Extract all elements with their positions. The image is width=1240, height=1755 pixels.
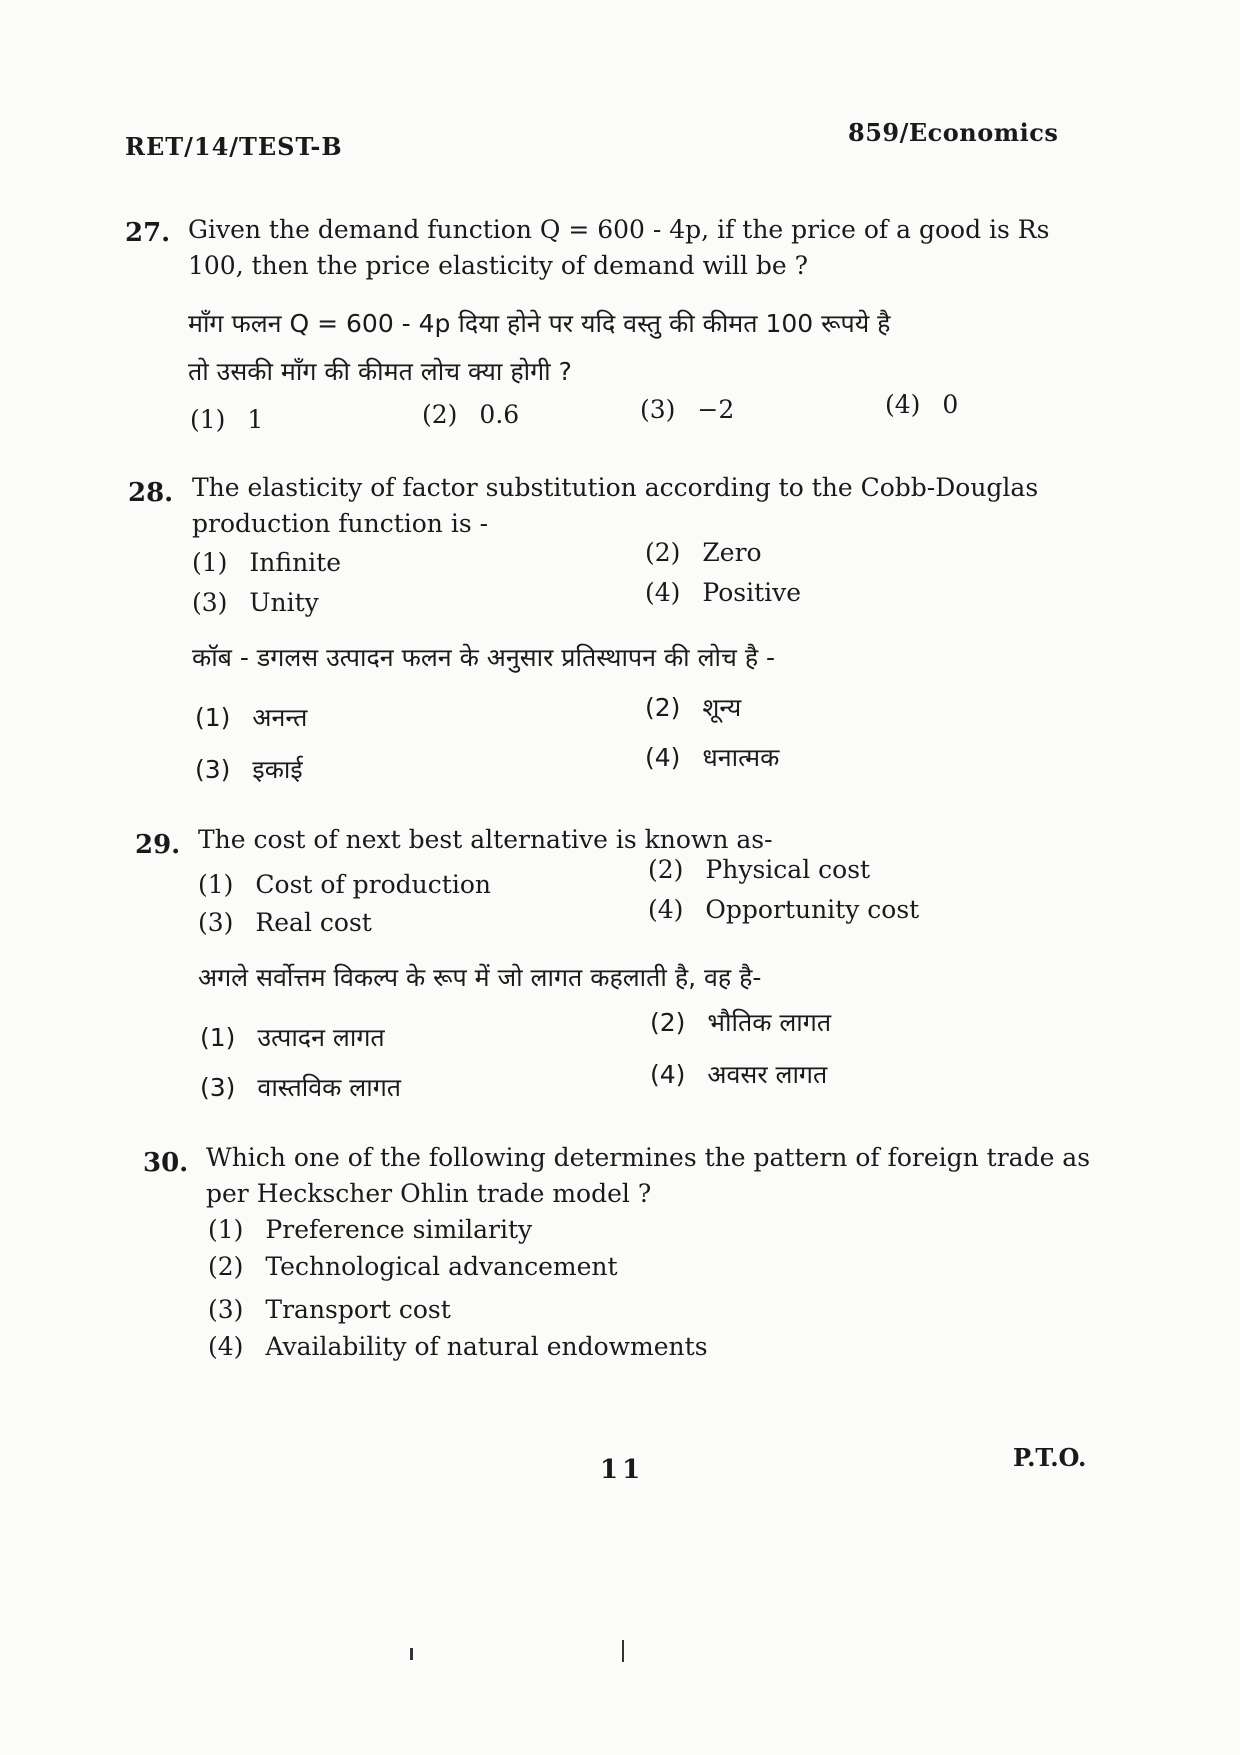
option	[208, 1215, 532, 1244]
option-text: Physical cost	[705, 855, 871, 884]
option-number: (1)	[190, 405, 226, 434]
option	[208, 1295, 451, 1324]
option-text: इकाई	[252, 755, 303, 784]
question-number: 27.	[125, 218, 171, 248]
option	[648, 895, 919, 924]
question-line: Given the demand function Q = 600 - 4p, if the price of a good is Rs	[188, 215, 1050, 244]
option-number: (1)	[200, 1023, 236, 1052]
option-number: (1)	[195, 703, 231, 732]
option	[192, 548, 341, 577]
option	[650, 1057, 827, 1091]
question-text-en	[188, 212, 1049, 284]
question-text-hi	[188, 300, 890, 396]
option	[640, 395, 734, 424]
question-line: माँग फलन Q = 600 - 4p दिया होने पर यदि वस्तु की कीमत 100 रूपये है	[188, 309, 891, 338]
option	[198, 908, 372, 937]
question-text-en	[206, 1140, 1090, 1212]
scan-mark	[622, 1640, 624, 1662]
option-text: धनात्मक	[702, 743, 780, 772]
option-text: Transport cost	[265, 1295, 451, 1324]
option-number: (3)	[198, 908, 234, 937]
question-line: production function is -	[192, 509, 489, 538]
question-line: Which one of the following determines the pattern of foreign trade as	[206, 1143, 1091, 1172]
question-text-hi	[192, 640, 775, 676]
question-text-hi	[198, 960, 761, 996]
paper-code: RET/14/TEST-B	[125, 132, 343, 161]
pto-label: P.T.O.	[1013, 1443, 1087, 1472]
option-text: Availability of natural endowments	[265, 1332, 708, 1361]
option	[195, 752, 303, 786]
option-text: Preference similarity	[265, 1215, 533, 1244]
option-text: 0.6	[479, 400, 520, 429]
option-number: (3)	[200, 1073, 236, 1102]
option	[645, 690, 741, 724]
option-text: Zero	[702, 538, 762, 567]
option-text: अवसर लागत	[707, 1060, 828, 1089]
option-number: (2)	[648, 855, 684, 884]
option	[195, 700, 307, 734]
option-text: Cost of production	[255, 870, 491, 899]
option-text: भौतिक लागत	[707, 1008, 832, 1037]
option	[200, 1020, 385, 1054]
option-number: (2)	[208, 1252, 244, 1281]
question-text-en	[198, 822, 773, 858]
option-number: (4)	[645, 743, 681, 772]
question-number: 29.	[135, 830, 181, 860]
option-number: (1)	[208, 1215, 244, 1244]
option-number: (2)	[645, 538, 681, 567]
option	[198, 870, 491, 899]
option-text: 0	[942, 390, 959, 419]
option	[190, 405, 263, 434]
option-text: Infinite	[249, 548, 342, 577]
option	[422, 400, 519, 429]
subject-code: 859/Economics	[848, 118, 1059, 147]
option-number: (2)	[650, 1008, 686, 1037]
question-number: 28.	[128, 478, 174, 508]
scan-mark	[410, 1648, 413, 1660]
option-text: Technological advancement	[265, 1252, 618, 1281]
option-number: (4)	[885, 390, 921, 419]
question-number: 30.	[143, 1148, 189, 1178]
question-line: The elasticity of factor substitution according to the Cobb-Douglas	[192, 473, 1039, 502]
option-number: (4)	[208, 1332, 244, 1361]
option-number: (4)	[645, 578, 681, 607]
option-number: (4)	[650, 1060, 686, 1089]
question-line: तो उसकी माँग की कीमत लोच क्या होगी ?	[188, 357, 572, 386]
option-text: वास्तविक लागत	[257, 1073, 402, 1102]
option	[885, 390, 958, 419]
option	[208, 1332, 708, 1361]
question-line: per Heckscher Ohlin trade model ?	[206, 1179, 652, 1208]
option-text: Real cost	[255, 908, 372, 937]
page-number: 11	[600, 1455, 645, 1485]
option	[192, 588, 319, 617]
option	[645, 538, 762, 567]
question-line: कॉब - डगलस उत्पादन फलन के अनुसार प्रतिस्थापन की लोच है -	[192, 643, 776, 672]
question-line: The cost of next best alternative is known as-	[198, 825, 773, 854]
option	[650, 1005, 831, 1039]
option-number: (4)	[648, 895, 684, 924]
option	[645, 740, 779, 774]
option-number: (3)	[208, 1295, 244, 1324]
option-text: Unity	[249, 588, 319, 617]
option-text: शून्य	[702, 693, 742, 722]
option-text: Positive	[702, 578, 802, 607]
option-number: (2)	[645, 693, 681, 722]
option	[208, 1252, 618, 1281]
option-text: अनन्त	[252, 703, 308, 732]
option-text: Opportunity cost	[705, 895, 920, 924]
option	[645, 578, 801, 607]
option	[200, 1070, 401, 1104]
option-text: −2	[697, 395, 735, 424]
option-number: (1)	[192, 548, 228, 577]
question-line: अगले सर्वोत्तम विकल्प के रूप में जो लागत कहलाती है, वह है-	[198, 963, 762, 992]
option-number: (1)	[198, 870, 234, 899]
option-number: (3)	[195, 755, 231, 784]
option-text: उत्पादन लागत	[257, 1023, 385, 1052]
option-number: (3)	[640, 395, 676, 424]
option-number: (2)	[422, 400, 458, 429]
option	[648, 855, 870, 884]
question-text-en	[192, 470, 1038, 542]
option-number: (3)	[192, 588, 228, 617]
question-line: 100, then the price elasticity of demand will be ?	[188, 251, 809, 280]
option-text: 1	[247, 405, 264, 434]
